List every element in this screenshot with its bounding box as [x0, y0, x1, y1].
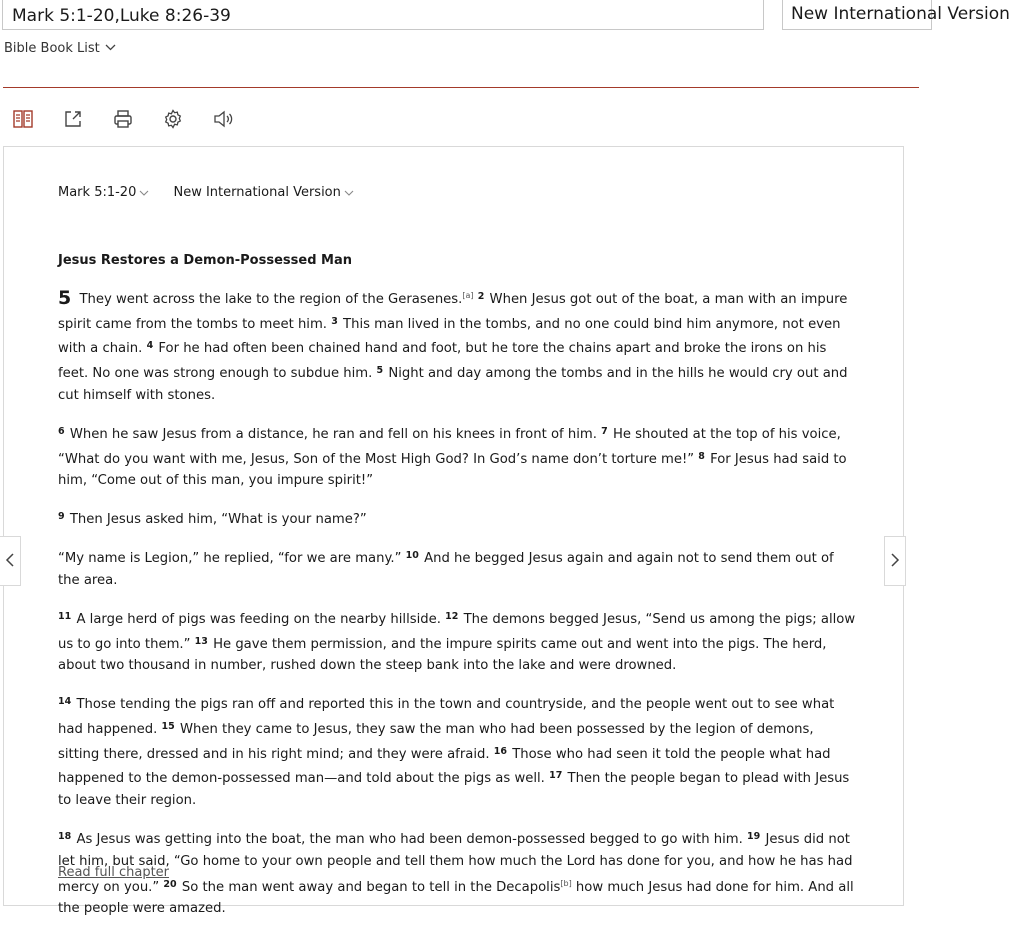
passage-panel	[3, 146, 904, 917]
verse-number: 15	[161, 721, 175, 733]
verse-number: 16	[493, 745, 507, 757]
verse-text: When they came to Jesus, they saw the man who had been possessed by the legion of demons, sitting there, dressed and in his right mind; and they were afraid.	[58, 722, 814, 762]
verse-number: 18	[58, 831, 72, 843]
verse-text: As Jesus was getting into the boat, the man who had been demon-possessed begged to go with him.	[76, 832, 743, 848]
passage-search-input[interactable]	[2, 0, 764, 30]
verse-text: Those tending the pigs ran off and reported this in the town and countryside, and the people went out to see what had happened.	[58, 697, 835, 738]
passage-text	[58, 285, 858, 934]
verse-number: 4	[146, 340, 154, 352]
verse-text: They went across the lake to the region of the Gerasenes.	[79, 292, 463, 307]
chevron-down-icon	[344, 188, 354, 199]
bible-book-list-label: Bible Book List	[4, 41, 100, 56]
paragraph	[58, 826, 858, 920]
verse-number: 19	[747, 831, 761, 843]
paragraph	[58, 545, 858, 591]
previous-passage-button[interactable]	[0, 536, 21, 586]
verse-number: 17	[549, 770, 563, 782]
verse-text: Then the people began to plead with Jesus to leave their region.	[58, 771, 850, 809]
passage-heading: Jesus Restores a Demon-Possessed Man	[58, 253, 352, 268]
chevron-left-icon	[6, 552, 14, 571]
verse-text: how much Jesus had done for him. And all the people were amazed.	[58, 879, 854, 917]
verse-number: 20	[163, 878, 177, 890]
verse-text: When Jesus got out of the boat, a man with an impure spirit came from the tombs to meet him.	[58, 292, 848, 332]
footnote-link[interactable]: [b]	[560, 878, 572, 888]
verse-text: Jesus did not let him, but said, “Go home to your own people and tell them how much the Lord has done for you, and how he has had mercy on you.”	[58, 832, 853, 895]
verse-number: 3	[331, 315, 338, 327]
verse-text: He shouted at the top of his voice, “What do you want with me, Jesus, Son of the Most High God? In God’s name don’t torture me!”	[58, 426, 841, 467]
verse-text: This man lived in the tombs, and no one could bind him anymore, not even with a chain.	[58, 316, 841, 357]
version-select[interactable]: New International Version	[782, 0, 932, 30]
verse-text: For he had often been chained hand and foot, but he tore the chains apart and broke the irons on his feet. No one was strong enough to subdue him.	[58, 341, 827, 382]
print-icon[interactable]	[108, 104, 138, 134]
next-passage-button[interactable]	[884, 536, 906, 586]
verse-number: 2	[477, 291, 485, 302]
chevron-down-icon	[105, 43, 116, 54]
verse-number: 8	[698, 450, 705, 462]
verse-number: 14	[58, 696, 72, 708]
read-full-chapter-link[interactable]: Read full chapter	[58, 865, 170, 880]
passage-version-dropdown[interactable]: New International Version	[173, 185, 341, 200]
verse-number: 5	[376, 365, 384, 377]
chevron-right-icon	[891, 552, 899, 571]
verse-text: When he saw Jesus from a distance, he ran and fell on his knees in front of him.	[69, 426, 597, 442]
chevron-down-icon	[139, 188, 149, 199]
paragraph	[58, 421, 858, 492]
chapter-number: 5	[58, 287, 72, 309]
top-bar	[0, 0, 1010, 34]
verse-text: He gave them permission, and the impure spirits came out and went into the pigs. The herd, about two thousand in number, rushed down the steep bank into the lake and were drowned.	[58, 636, 827, 674]
bible-book-list-dropdown[interactable]	[4, 41, 116, 56]
paragraph	[58, 285, 858, 407]
settings-icon[interactable]	[158, 104, 188, 134]
passage-reference-dropdown[interactable]: Mark 5:1-20	[58, 185, 137, 200]
footnote-link[interactable]: [a]	[462, 291, 474, 300]
verse-text: Night and day among the tombs and in the hills he would cry out and cut himself with stones.	[58, 366, 848, 403]
verse-text: A large herd of pigs was feeding on the nearby hillside.	[76, 611, 441, 627]
verse-number: 13	[194, 635, 208, 647]
verse-number: 9	[58, 511, 65, 523]
verse-number: 11	[58, 610, 72, 622]
audio-icon[interactable]	[208, 104, 238, 134]
paragraph	[58, 606, 858, 677]
verse-text: Then Jesus asked him, “What is your name?”	[69, 512, 367, 528]
paragraph	[58, 691, 858, 812]
header-divider	[3, 87, 919, 88]
paragraph	[58, 506, 858, 531]
parallel-view-icon[interactable]	[8, 104, 38, 134]
verse-text: “My name is Legion,” he replied, “for we are many.”	[58, 551, 402, 567]
verse-text: Those who had seen it told the people what had happened to the demon-possessed man—and told about the pigs as well.	[58, 746, 831, 787]
verse-number: 7	[601, 425, 608, 437]
verse-text: For Jesus had said to him, “Come out of this man, you impure spirit!”	[58, 451, 847, 489]
passage-selector-row	[58, 185, 374, 200]
verse-text: The demons begged Jesus, “Send us among the pigs; allow us to go into them.”	[58, 611, 856, 652]
verse-number: 6	[58, 425, 65, 437]
open-external-icon[interactable]	[58, 104, 88, 134]
verse-number: 12	[445, 610, 459, 622]
verse-text: And he begged Jesus again and again not to send them out of the area.	[58, 551, 834, 588]
verse-number: 10	[405, 550, 419, 562]
verse-text: So the man went away and began to tell in the Decapolis	[181, 879, 561, 895]
